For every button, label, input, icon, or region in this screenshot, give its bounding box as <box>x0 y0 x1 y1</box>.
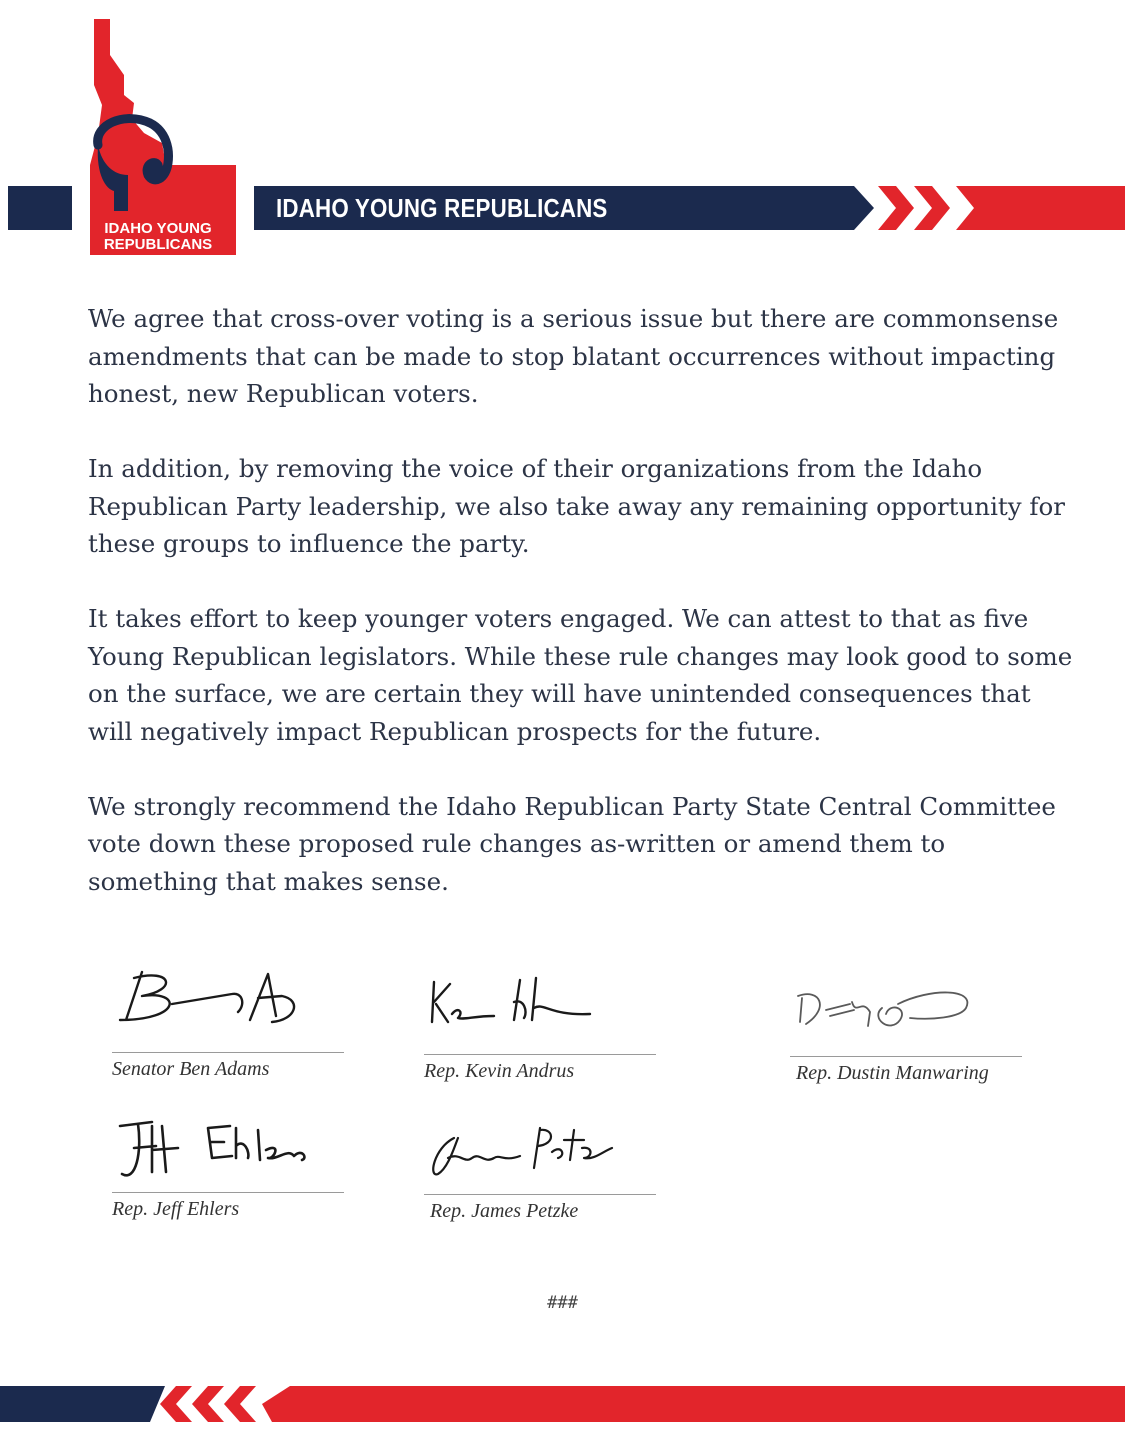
signature-dustin-manwaring-icon <box>790 968 990 1048</box>
signature-james-petzke-icon <box>424 1118 624 1188</box>
signatory-name: Senator Ben Adams <box>112 1058 270 1080</box>
letter-body <box>88 300 1078 938</box>
signature-kevin-andrus-icon <box>424 962 624 1042</box>
signature-line <box>112 1052 344 1053</box>
banner-title: IDAHO YOUNG REPUBLICANS <box>276 193 608 223</box>
signature-jeff-ehlers-icon <box>112 1112 322 1192</box>
paragraph: It takes effort to keep younger voters engaged. We can attest to that as five Young Republican legislators. While these rule changes may look good to some on the surface, we are certain they will have unintended consequences that will negatively impact Republican prospects for the future. <box>88 604 1073 746</box>
signatory-name: Rep. Dustin Manwaring <box>796 1062 989 1084</box>
signature-line <box>790 1056 1022 1057</box>
paragraph: We strongly recommend the Idaho Republican Party State Central Committee vote down these proposed rule changes as-written or amend them to something that makes sense. <box>88 791 1056 896</box>
signature-ben-adams-icon <box>112 960 312 1040</box>
logo-text-line1: IDAHO YOUNG <box>104 220 212 237</box>
signature-line <box>424 1054 656 1055</box>
signature-line <box>112 1192 344 1193</box>
paragraph: We agree that cross-over voting is a serious issue but there are commonsense amendments that can be made to stop blatant occurrences without impacting honest, new Republican voters. <box>88 304 1059 408</box>
signature-line <box>424 1194 656 1195</box>
paragraph: In addition, by removing the voice of their organizations from the Idaho Republican Party leadership, we also take away any remaining opportunity for these groups to influence the party. <box>88 454 1065 558</box>
logo-text-line2: REPUBLICANS <box>103 236 213 253</box>
end-mark: ### <box>547 1293 578 1313</box>
header-band-left <box>8 186 72 230</box>
signatory-name: Rep. James Petzke <box>430 1200 579 1222</box>
header-chevrons <box>874 180 1125 236</box>
idaho-young-republicans-logo <box>84 15 244 260</box>
signatory-name: Rep. Jeff Ehlers <box>112 1198 240 1220</box>
signatory-name: Rep. Kevin Andrus <box>424 1060 575 1082</box>
footer-band <box>0 1382 1125 1426</box>
